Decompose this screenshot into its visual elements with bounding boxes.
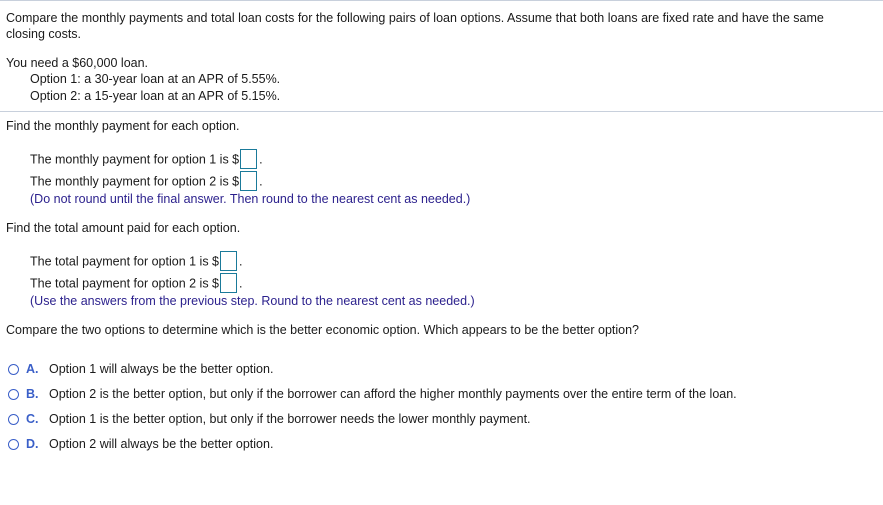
radio-button-icon[interactable] <box>8 364 19 375</box>
question-intro-line2: closing costs. <box>6 27 82 41</box>
total-payment-option1-input[interactable] <box>220 251 237 271</box>
part1-hint: (Do not round until the final answer. Then round to the nearest cent as needed.) <box>30 192 471 206</box>
part2-hint: (Use the answers from the previous step. Round to the nearest cent as needed.) <box>30 294 475 308</box>
choice-letter: C. <box>26 412 39 426</box>
period: . <box>239 254 243 269</box>
monthly-payment-option1-label: The monthly payment for option 1 is $ <box>30 152 240 167</box>
choice-text: Option 1 is the better option, but only if the borrower needs the lower monthly payment. <box>49 412 531 426</box>
total-payment-option2-label: The total payment for option 2 is $ <box>30 276 219 291</box>
monthly-payment-option1-row <box>30 150 263 170</box>
option1-description: Option 1: a 30-year loan at an APR of 5.55%. <box>30 72 281 86</box>
radio-button-icon[interactable] <box>8 389 19 400</box>
choice-text: Option 2 will always be the better option. <box>49 437 274 451</box>
radio-button-icon[interactable] <box>8 414 19 425</box>
choice-a[interactable] <box>8 360 273 378</box>
section-divider <box>0 111 883 112</box>
part3-prompt: Compare the two options to determine which is the better economic option. Which appears to be the better option? <box>6 323 640 337</box>
choice-letter: B. <box>26 387 39 401</box>
monthly-payment-option1-input[interactable] <box>240 149 257 169</box>
loan-need-text: You need a $60,000 loan. <box>6 56 149 70</box>
choice-c[interactable] <box>8 410 531 428</box>
choice-text: Option 1 will always be the better option. <box>49 362 274 376</box>
choice-b[interactable] <box>8 385 737 403</box>
part1-prompt: Find the monthly payment for each option. <box>6 119 240 133</box>
total-payment-option2-row <box>30 274 242 294</box>
monthly-payment-option2-row <box>30 172 263 192</box>
choice-letter: D. <box>26 437 39 451</box>
choice-letter: A. <box>26 362 39 376</box>
choice-d[interactable] <box>8 435 273 453</box>
top-border <box>0 0 883 1</box>
part2-prompt: Find the total amount paid for each option. <box>6 221 241 235</box>
total-payment-option2-input[interactable] <box>220 273 237 293</box>
radio-button-icon[interactable] <box>8 439 19 450</box>
period: . <box>259 152 263 167</box>
period: . <box>239 276 243 291</box>
total-payment-option1-label: The total payment for option 1 is $ <box>30 254 219 269</box>
monthly-payment-option2-input[interactable] <box>240 171 257 191</box>
choice-text: Option 2 is the better option, but only if the borrower can afford the higher monthly payments over the entire term of the loan. <box>49 387 737 401</box>
option2-description: Option 2: a 15-year loan at an APR of 5.15%. <box>30 89 281 103</box>
question-intro-line1: Compare the monthly payments and total loan costs for the following pairs of loan options. Assume that both loans are fixed rate and have the same <box>6 11 824 25</box>
total-payment-option1-row <box>30 252 242 272</box>
period: . <box>259 174 263 189</box>
monthly-payment-option2-label: The monthly payment for option 2 is $ <box>30 174 240 189</box>
